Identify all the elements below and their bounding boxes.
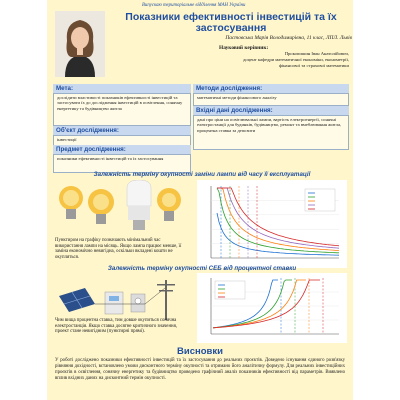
bulb-icon (157, 188, 181, 221)
section2-text: Чим вища процентна ставка, тим довше окупиться сонячна електростанція. Якщо ставка досягне критичного значення, проект стане невигідним (пунктирні прямі). (55, 318, 177, 335)
goal-text: дослідити властивості показників ефективності інвестицій та застосувати їх до дослідження інвестицій в освітлення, сонячну енергетику та будівництво житла (57, 95, 183, 111)
chart-2 (197, 273, 347, 343)
payback-vs-rate-chart (197, 273, 347, 343)
led-bulb-icon (127, 180, 151, 230)
methods-box (193, 84, 349, 106)
chart-1 (197, 180, 347, 268)
inverter-icon (105, 292, 123, 314)
subject-box (53, 145, 191, 173)
conclusions-title: Висновки (177, 346, 223, 357)
conclusions-text: У роботі досліджено показники ефективності інвестицій та їх застосування до реальних проєктів. Доведено існування єдиного розв'язку рівняння дохідності, встановлено умови дисконтного терміну окупності та отримано його аналітичну формулу. Для реальних інвестиційних проєктів в освітлення, сонячну енергетику та будівництво проведено графічний аналіз показників ефективності від параметрів. Виявлено вплив вхідних даних на дисконтний термін окупності. (55, 358, 345, 381)
input-data-text: дані про ціни на освітлювальні лампи, вартість електроенергії, сонячні електростанції для будинків, будівництво, ремонт та вмеблювання житла, процентна ставка за депозити (197, 117, 342, 133)
lamps-illustration (55, 180, 183, 235)
header-top-line: Випускаю територіальне відділення МАН України (142, 3, 246, 8)
power-pole-icon (157, 280, 175, 320)
title (111, 12, 351, 34)
bulb-icon (59, 186, 83, 219)
title-line-1: Показники ефективності інвестицій та їх (125, 11, 337, 23)
section2-title: Залежність терміну окупності СЕБ від процентної ставки (107, 265, 297, 272)
solar-panel-icon (59, 288, 95, 312)
methods-text: математичні методи фінансового аналізу (197, 95, 277, 100)
subject-title: Предмет дослідження: (56, 146, 126, 153)
object-text: інвестиції (57, 137, 77, 142)
supervisor-line: фінансової та страхової математики (278, 63, 349, 68)
power-meter-icon (131, 294, 145, 312)
section1-title: Залежність терміну окупності заміни лампи від часу її експлуатації (93, 171, 311, 178)
solar-illustration (55, 274, 183, 322)
supervisor-line: Прокопишин Іван Анатолійович, (284, 51, 349, 56)
subject-text: показники ефективності інвестицій та їх застосування (57, 156, 164, 161)
payback-vs-usage-chart (197, 180, 347, 268)
input-data-box (193, 106, 349, 150)
author-photo (55, 11, 105, 77)
title-line-2: застосування (195, 22, 267, 34)
goal-title: Мета: (56, 85, 74, 92)
supervisor-heading: Науковий керівник: (219, 45, 269, 51)
chart1-legend (305, 189, 335, 211)
chart2-legend (215, 281, 245, 299)
input-data-title: Вхідні дані дослідження: (196, 107, 273, 114)
supervisor-line: доцент кафедри математичної економіки, економетрії, (243, 57, 349, 62)
methods-title: Методи дослідження: (196, 85, 263, 92)
object-title: Об'єкт дослідження: (56, 127, 119, 134)
supervisor (197, 45, 349, 69)
poster (47, 0, 353, 400)
goal-box (53, 84, 191, 126)
bulb-icon (88, 189, 114, 224)
author: Пастовська Марія Володимирівна, 11 клас, ЛПЛ. Львів (225, 35, 352, 41)
section1-text: Пунктиром на графіку позначають мінімальний час використання лампи на місяць. Якщо лампа працює менше, її заміна економічно невигідна, оскільки вкладені кошти не окупляться. (55, 238, 182, 261)
